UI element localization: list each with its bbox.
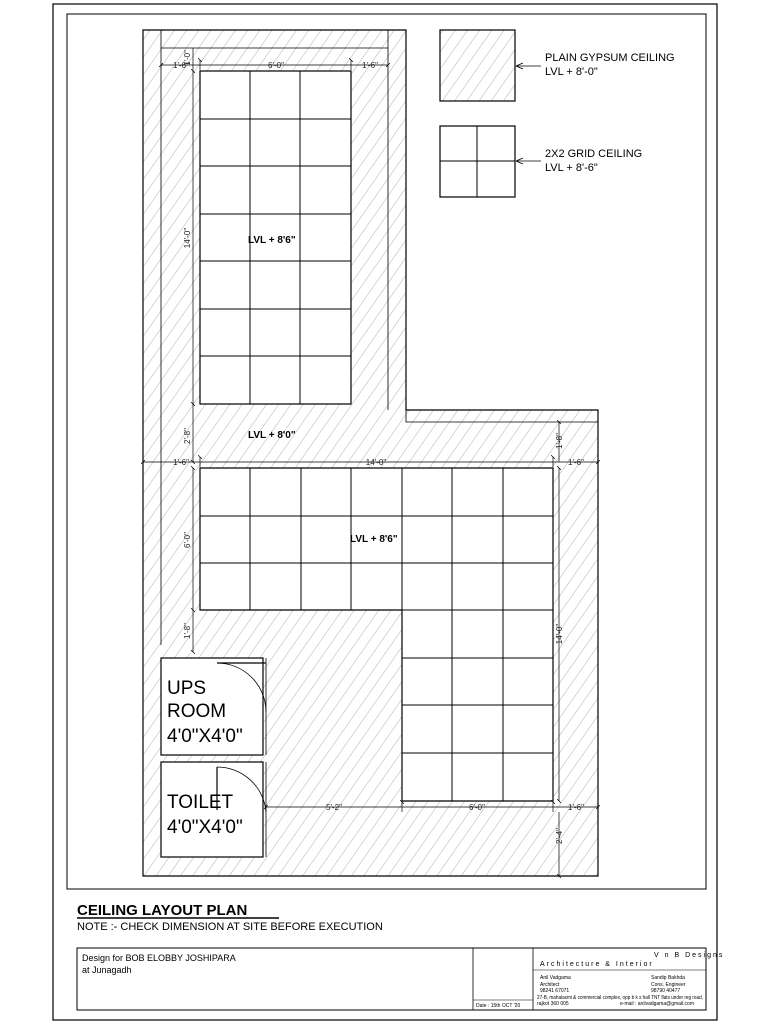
ups-room-label-line2: ROOM: [167, 701, 227, 722]
dim-upper-gap: 2'-8": [183, 428, 192, 444]
legend-grid-level: LVL + 8'-6": [545, 162, 598, 174]
firm-address: 27-B, mahalaxmi & commercial complex, opp b k s hall TNT flats under reg road,: [537, 995, 703, 1001]
dim-right-gap: 1'-8": [555, 433, 564, 449]
firm-tagline: Architecture & Interior: [540, 961, 654, 968]
engineer-phone: 98790 40477: [651, 988, 681, 994]
drawing-date: Date : 15th OCT '20: [476, 1003, 521, 1009]
level-label-gypsum: LVL + 8'0": [248, 430, 296, 441]
legend-gypsum-level: LVL + 8'-0": [545, 66, 598, 78]
floor-plan: [143, 30, 598, 876]
legend-grid-name: 2X2 GRID CEILING: [545, 148, 643, 160]
dim-upper-height: 14'-0": [183, 227, 192, 249]
legend-swatch-grid: [440, 126, 515, 197]
drawing-title: CEILING LAYOUT PLAN: [77, 902, 248, 919]
toilet-label: TOILET: [167, 792, 234, 813]
firm-name: V n B Designs: [654, 952, 725, 959]
engineer-name: Sandip Bakhda: [651, 975, 685, 981]
level-label-upper-grid: LVL + 8'6": [248, 235, 296, 246]
dim-top-mid: 6'-0": [268, 61, 284, 70]
legend-gypsum-name: PLAIN GYPSUM CEILING: [545, 52, 675, 64]
dim-mid-right: 1'-6": [568, 458, 584, 467]
architect-phone: 98241 67071: [540, 988, 570, 994]
dim-mid-left: 1'-6": [173, 458, 189, 467]
drawing-note: NOTE :- CHECK DIMENSION AT SITE BEFORE EXECUTION: [77, 921, 383, 933]
engineer-role: Cons. Engineer: [651, 982, 686, 988]
dim-right-height: 14'-0": [555, 623, 564, 645]
dim-bottom-offset: 2'-4": [555, 828, 564, 844]
design-for: Design for BOB ELOBBY JOSHIPARA: [82, 953, 236, 963]
dim-bottom-mid: 6'-0": [469, 803, 485, 812]
ups-room-size: 4'0"X4'0": [167, 726, 243, 747]
architect-name: Anil Vadgama: [540, 975, 571, 981]
dim-lower-band: 6'-0": [183, 532, 192, 548]
dim-top-left: 1'-6": [173, 61, 189, 70]
dim-mid-span: 14'-0": [365, 458, 387, 467]
legend-swatch-gypsum: [440, 30, 515, 101]
ups-room-label-line1: UPS: [167, 678, 207, 699]
dim-bottom-right: 1'-6": [568, 803, 584, 812]
location: at Junagadh: [82, 965, 132, 975]
dim-top-offset: 1'-0": [183, 50, 192, 66]
toilet-size: 4'0"X4'0": [167, 817, 243, 838]
dim-top-right: 1'-6": [362, 61, 378, 70]
architect-role: Architect: [540, 982, 560, 988]
firm-city: rajkot 360 005: [537, 1001, 569, 1007]
legend: [440, 30, 675, 197]
title-block: [77, 948, 724, 1010]
dim-bottom-left: 5'-2": [326, 803, 342, 812]
dim-lower-gap: 1'-8": [183, 623, 192, 639]
level-label-lower-grid: LVL + 8'6": [350, 534, 398, 545]
firm-email: e-mail : anilvadgama@gmail.com: [620, 1001, 694, 1007]
